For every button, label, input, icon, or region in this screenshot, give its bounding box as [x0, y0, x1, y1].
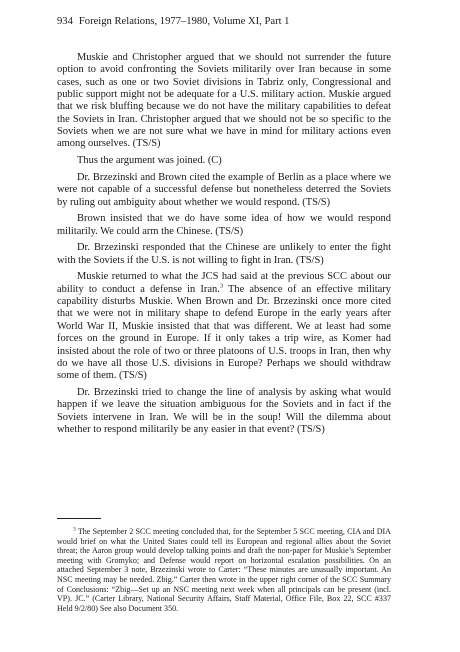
paragraph: Dr. Brzezinski and Brown cited the example of Berlin as a place where we were not capable of a successful defense but nonetheless deterred the Soviets by ruling out ambiguity about whether we would respond. (TS/S) [57, 171, 391, 208]
footnote [57, 527, 391, 613]
page-number: 934 [57, 16, 73, 27]
paragraph-text: The absence of an effective military capability disturbs Muskie. When Brown and Dr. Brzezinski once more cited that we were not in military shape to defend Europe in the early years after World War II, Muskie insisted that that was different. We at least had some forces on the ground in Europe. If it only takes a trip wire, as Komer had insisted about the role of two or three platoons of U.S. troops in Iran, then why do we have all those U.S. divisions in Europe? Perhaps we should withdraw some of them. (TS/S) [57, 283, 391, 382]
paragraph [57, 271, 391, 382]
paragraph: Dr. Brzezinski responded that the Chinese are unlikely to enter the fight with the Soviets if the U.S. is not willing to fight in Iran. (TS/S) [57, 242, 391, 266]
footnote-reference[interactable]: 3 [219, 282, 224, 290]
paragraph-text: Muskie returned to what the JCS had said at the previous SCC about our ability to conduct a defense in Iran. [57, 271, 391, 295]
paragraph: Brown insisted that we do have some idea of how we would respond militarily. We could arm the Chinese. (TS/S) [57, 213, 391, 237]
main-text [57, 52, 391, 441]
paragraph: Dr. Brzezinski tried to change the line of analysis by asking what would happen if we leave the situation ambiguous for the Soviets and in fact if the Soviets intervene in Iran. We will be in the soup! Will the dilemma about whether to respond militarily be any easier in that event? (TS/S) [57, 386, 391, 435]
paragraph: Muskie and Christopher argued that we should not surrender the future option to avoid confronting the Soviets militarily over Iran because in some cases, such as one or two Soviet divisions in Tabriz only, Congressional and public support might not be adequate for a U.S. military action. Muskie argued that we risk bluffing because we do not have the military capabilities to defeat the Soviets in Iran. Christopher argued that we should not be so specific to the Soviets when we are not sure what we have in mind for military actions even among ourselves. (TS/S) [57, 52, 391, 150]
running-header [57, 15, 289, 28]
paragraph: Thus the argument was joined. (C) [77, 155, 222, 167]
footnote-text: The September 2 SCC meeting concluded that, for the September 5 SCC meeting, CIA and DIA would brief on what the United States could tell its European and regional allies about the Soviet threat; the Aaron group would develop talking points and draft the non-paper for Muskie’s September meeting with Gromyko; and Defense would report on horizontal escalation possibilities. On an attached September 3 note, Brzezinski wrote to Carter: “These minutes are unusually important. An NSC meeting may be needed. Zbig.” Carter then wrote in the upper right corner of the SCC Summary of Conclusions: “Zbig—Set up an NSC meeting next week when all principals can be present (incl. VP). JC.” (Carter Library, National Security Affairs, Staff Material, Office File, Box 22, SCC #337 Held 9/2/80) See also Document 350. [57, 527, 391, 613]
running-title: Foreign Relations, 1977–1980, Volume XI, Part 1 [78, 16, 290, 27]
footnote-divider [57, 518, 101, 519]
footnote-number: 3 [73, 526, 76, 533]
